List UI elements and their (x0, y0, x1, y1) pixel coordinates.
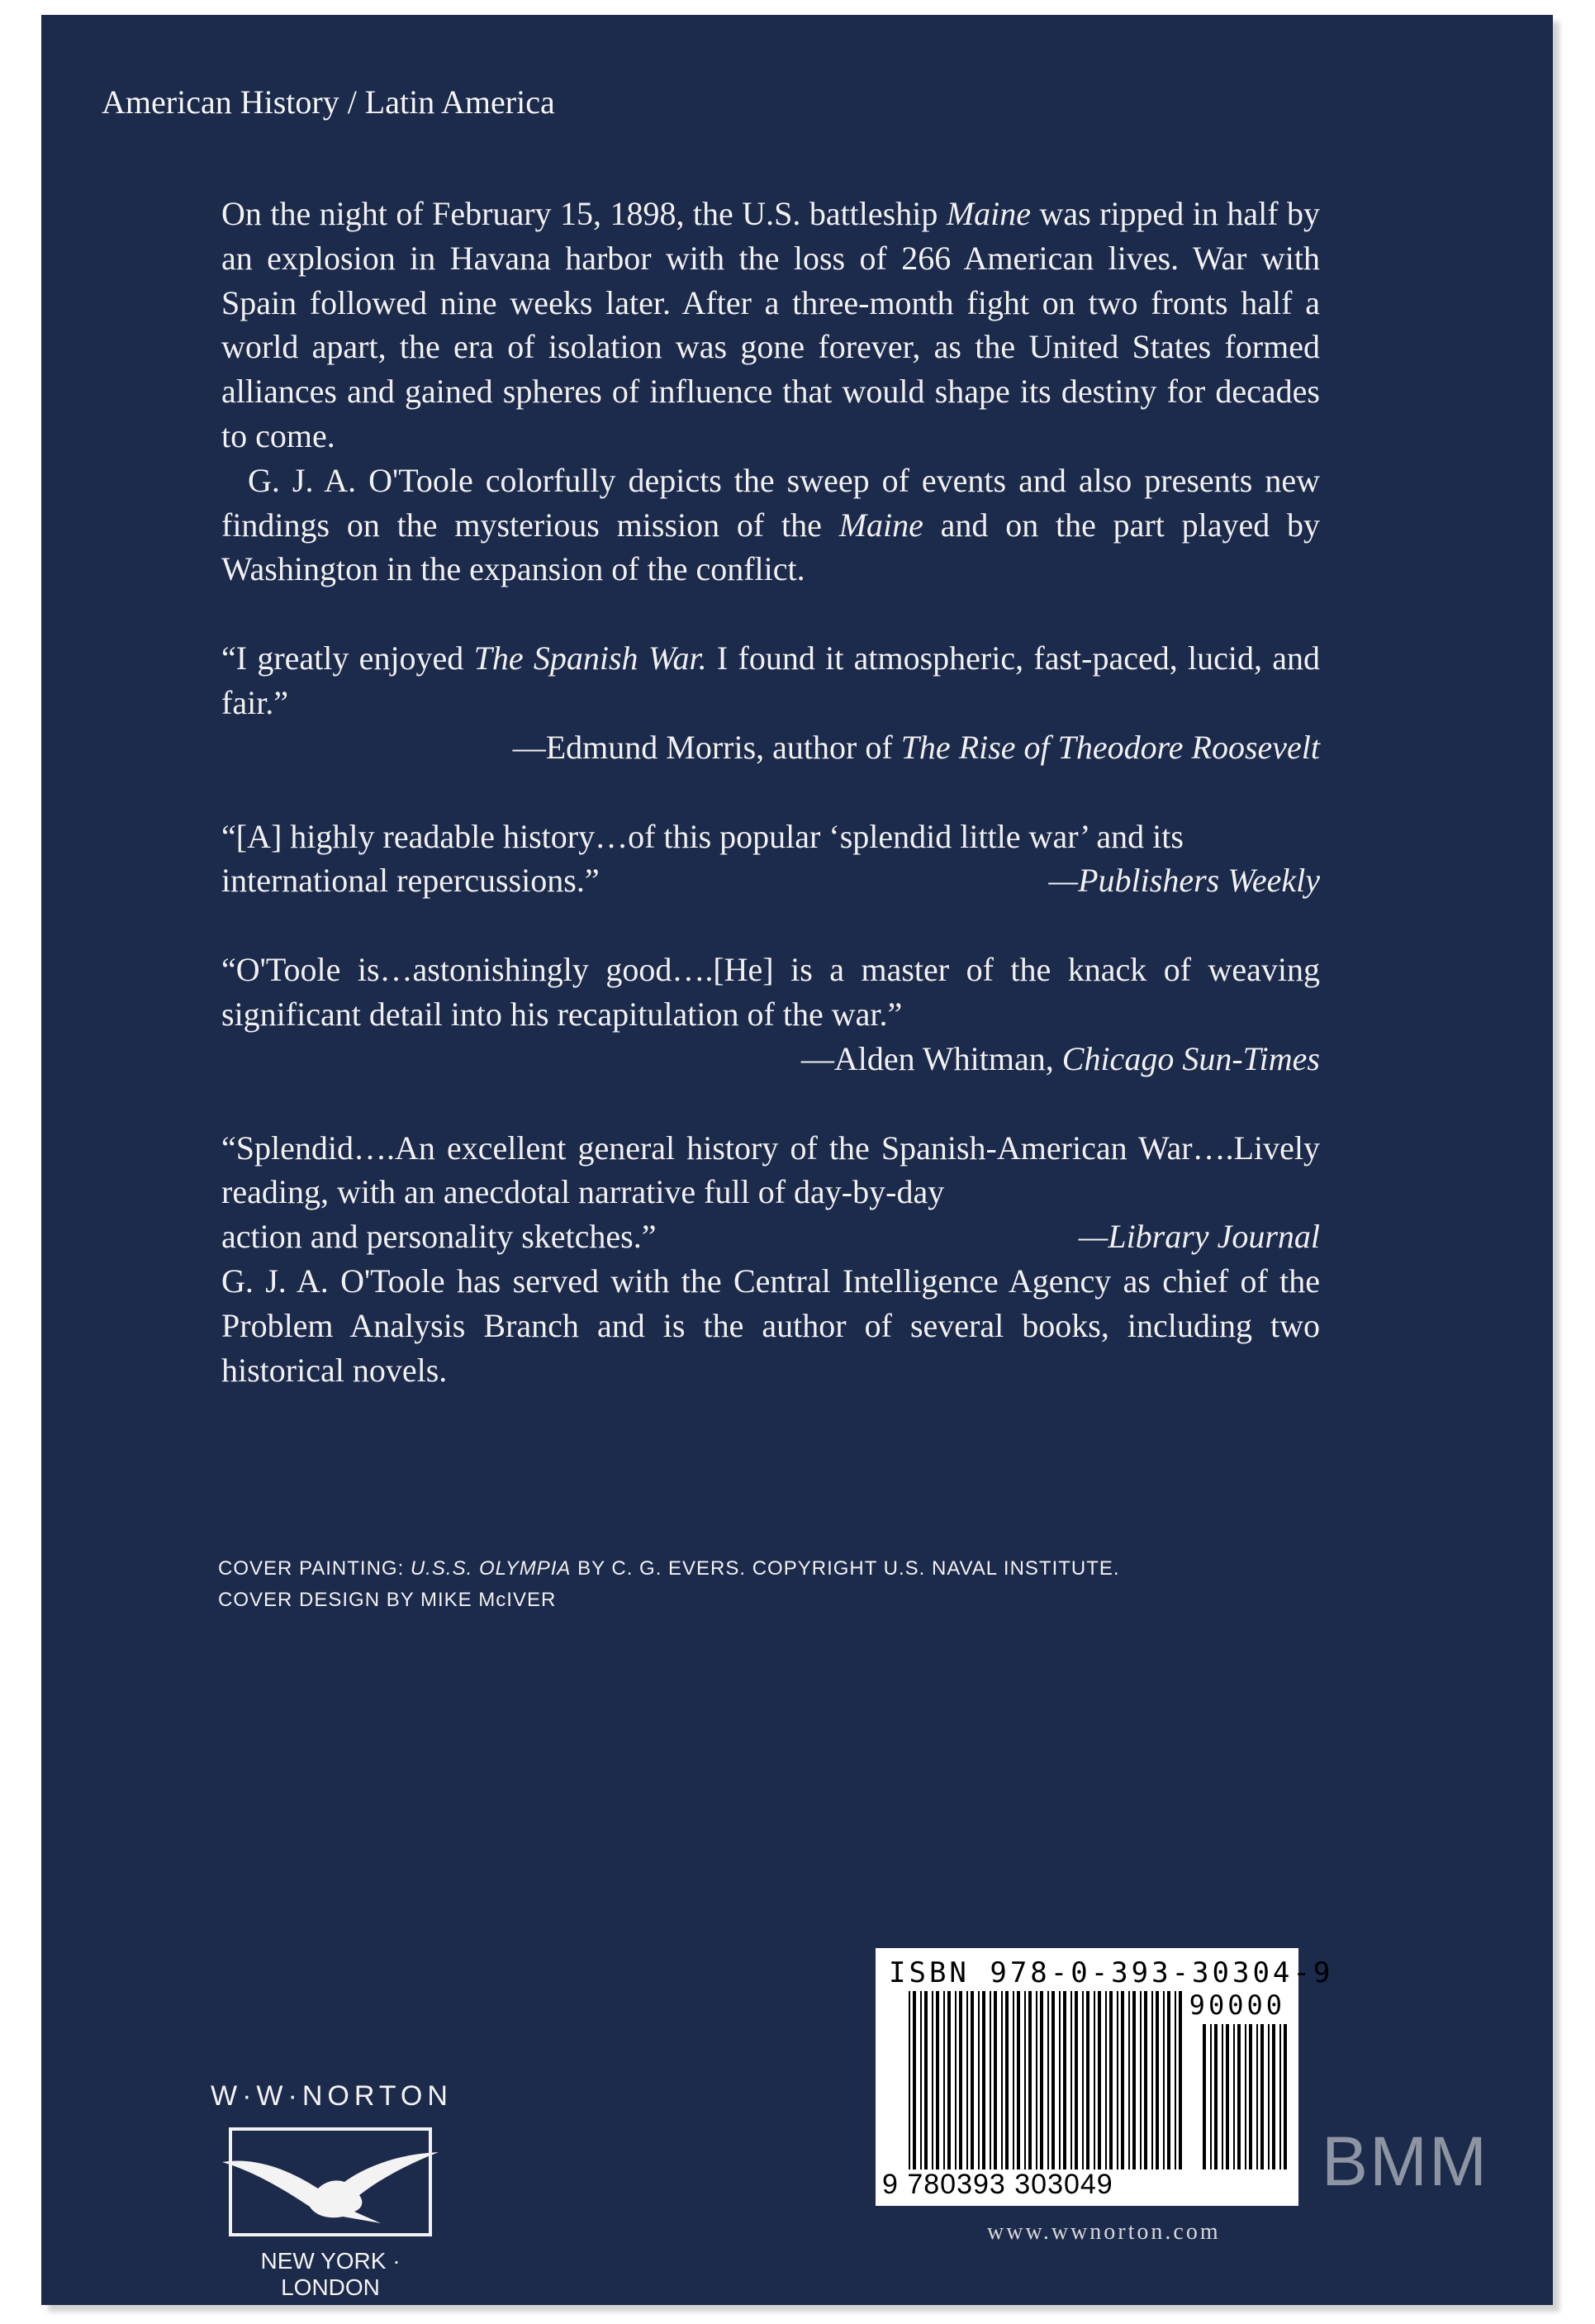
attribution-publication: Chicago Sun-Times (1061, 1039, 1320, 1077)
book-title: The Spanish War. (473, 639, 707, 677)
quote-attribution: —Library Journal (1078, 1218, 1320, 1256)
quote-text: action and personality sketches.” (221, 1218, 657, 1256)
credit-text: BY C. G. EVERS. COPYRIGHT U.S. NAVAL INSTITUTE. (571, 1557, 1120, 1580)
category-label: American History / Latin America (102, 83, 555, 121)
review-quote-3 (221, 948, 1320, 1081)
author-bio: G. J. A. O'Toole has served with the Central Intelligence Agency as chief of the Problem Analysis Branch and is the author of several books, including two historical novels. (221, 1262, 1320, 1389)
publisher-name: W·W·NORTON (211, 2080, 453, 2112)
isbn-label: ISBN 978-0-393-30304-9 (889, 1956, 1334, 1989)
quote-attribution: —Publishers Weekly (1048, 862, 1320, 900)
attribution-title: The Rise of Theodore Roosevelt (900, 728, 1320, 766)
quote-text: “[A] highly readable history…of this popular ‘splendid little war’ and its (221, 817, 1184, 855)
cover-design-credit: COVER DESIGN BY MIKE McIVER (218, 1589, 557, 1611)
description-text: On the night of February 15, 1898, the U.S. battleship (221, 195, 947, 232)
quote-text: I found it atmospheric, fast-paced, lucid, and fair.” (221, 639, 1321, 721)
cover-text (221, 192, 1320, 1392)
publisher-website: www.wwnorton.com (987, 2219, 1221, 2245)
watermark-text: BMM (1322, 2122, 1488, 2200)
painting-title: U.S.S. OLYMPIA (410, 1557, 572, 1580)
quote-text: “I greatly enjoyed (221, 639, 474, 677)
quote-attribution (221, 1037, 1320, 1081)
barcode-digits: 9 780393 303049 (882, 2169, 1113, 2200)
ship-name: Maine (838, 506, 923, 544)
description-paragraph-2 (221, 459, 1320, 592)
quote-text: “Splendid….An excellent general history of the Spanish-American War….Lively reading, with an anecdotal narrative full of day-by-day (221, 1129, 1320, 1211)
description-text: and on the part played by Washington in the expansion of the conflict. (221, 506, 1321, 588)
description-paragraph-1 (221, 192, 1320, 459)
review-quote-2 (221, 815, 1320, 904)
quote-text: international repercussions.” (221, 862, 600, 900)
seagull-logo-icon (219, 2124, 442, 2240)
quote-text: “O'Toole is…astonishingly good….[He] is a master of the knack of weaving significant detail into his recapitulation of the war.” (221, 951, 1320, 1033)
description-text: G. J. A. O'Toole colorfully depicts the sweep of events and also presents new findings on the mysterious mission of the (221, 461, 1320, 544)
review-quote-4 (221, 1126, 1320, 1259)
description-text: was ripped in half by an explosion in Havana harbor with the loss of 266 American lives. War with Spain followed nine weeks later. After a three-month fight on two fronts half a world apart, the era of isolation was gone forever, as the United States formed alliances and gained spheres of influence that would shape its destiny for decades to come. (221, 195, 1320, 454)
barcode-bars-icon (876, 1948, 1298, 2206)
publisher-cities: NEW YORK · LONDON (260, 2248, 401, 2300)
cover-credits (218, 1553, 1120, 1616)
credit-text: COVER PAINTING: (218, 1557, 411, 1580)
attribution-author: —Alden Whitman, (800, 1039, 1062, 1077)
back-cover (41, 15, 1553, 2305)
attribution-author: —Edmund Morris, author of (512, 728, 901, 766)
ship-name: Maine (946, 195, 1031, 232)
review-quote-1 (221, 636, 1320, 769)
publisher-block (211, 2080, 453, 2301)
barcode-panel (876, 1948, 1334, 2206)
quote-attribution (221, 725, 1320, 770)
cover-painting-credit (218, 1553, 1120, 1585)
price-code: 90000 (1189, 1989, 1285, 2021)
